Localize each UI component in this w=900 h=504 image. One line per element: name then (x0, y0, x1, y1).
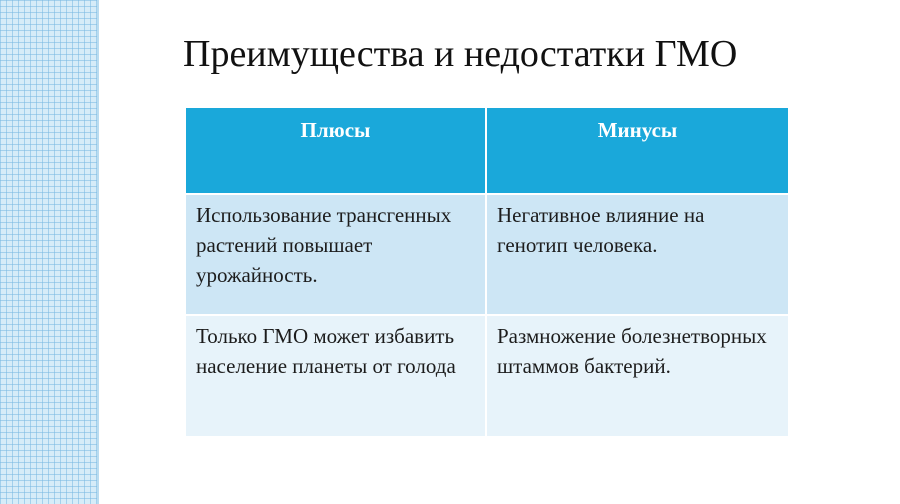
table-cell-cons: Размножение болезнетворных штаммов бактерий. (486, 315, 788, 436)
decorative-grid-band (0, 0, 97, 504)
table-cell-pros: Использование трансгенных растений повышает урожайность. (186, 194, 486, 315)
table-cell-pros: Только ГМО может избавить население планеты от голода (186, 315, 486, 436)
table-cell-cons: Негативное влияние на генотип человека. (486, 194, 788, 315)
pros-cons-table (186, 108, 788, 436)
table-row (186, 194, 788, 315)
slide-title: Преимущества и недостатки ГМО (183, 33, 738, 75)
table-header-row (186, 108, 788, 194)
header-pros: Плюсы (186, 108, 486, 194)
table-row (186, 315, 788, 436)
header-cons: Минусы (486, 108, 788, 194)
band-divider (97, 0, 99, 504)
